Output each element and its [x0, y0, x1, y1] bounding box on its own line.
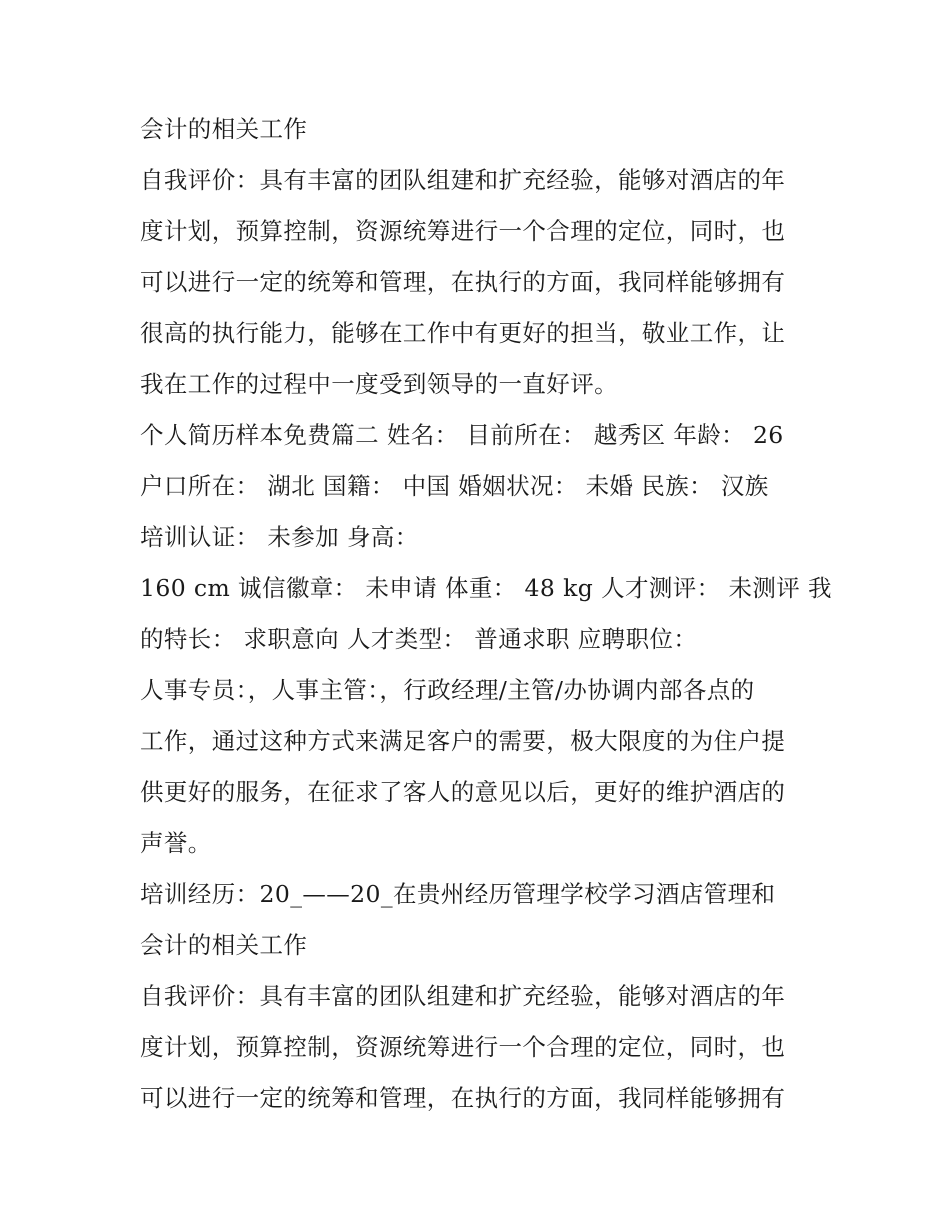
- text-line: 培训经历：20_——20_在贵州经历管理学校学习酒店管理和: [140, 880, 776, 908]
- text-line: 声誉。: [140, 829, 212, 857]
- text-line: 很高的执行能力，能够在工作中有更好的担当，敬业工作，让: [140, 319, 786, 347]
- text-line: 的特长： 求职意向 人才类型： 普通求职 应聘职位：: [140, 625, 698, 653]
- text-line: 培训认证： 未参加 身高：: [140, 523, 419, 551]
- text-line: 个人简历样本免费篇二 姓名： 目前所在： 越秀区 年龄： 26: [140, 421, 784, 449]
- text-line: 会计的相关工作: [140, 115, 308, 143]
- text-line: 自我评价：具有丰富的团队组建和扩充经验，能够对酒店的年: [140, 166, 786, 194]
- text-line: 度计划，预算控制，资源统筹进行一个合理的定位，同时，也: [140, 1033, 786, 1061]
- text-line: 供更好的服务，在征求了客人的意见以后，更好的维护酒店的: [140, 778, 786, 806]
- text-line: 160 cm 诚信徽章： 未申请 体重： 48 kg 人才测评： 未测评 我: [140, 574, 832, 602]
- text-line: 度计划，预算控制，资源统筹进行一个合理的定位，同时，也: [140, 217, 786, 245]
- text-line: 可以进行一定的统筹和管理，在执行的方面，我同样能够拥有: [140, 268, 786, 296]
- document-body: [140, 104, 832, 1124]
- text-line: 自我评价：具有丰富的团队组建和扩充经验，能够对酒店的年: [140, 982, 786, 1010]
- text-line: 户口所在： 湖北 国籍： 中国 婚姻状况： 未婚 民族： 汉族: [140, 472, 769, 500]
- text-line: 会计的相关工作: [140, 931, 308, 959]
- text-line: 可以进行一定的统筹和管理，在执行的方面，我同样能够拥有: [140, 1084, 786, 1112]
- text-line: 我在工作的过程中一度受到领导的一直好评。: [140, 370, 618, 398]
- text-line: 人事专员：，人事主管：，行政经理/主管/办协调内部各点的: [140, 676, 755, 704]
- text-line: 工作，通过这种方式来满足客户的需要，极大限度的为住户提: [140, 727, 786, 755]
